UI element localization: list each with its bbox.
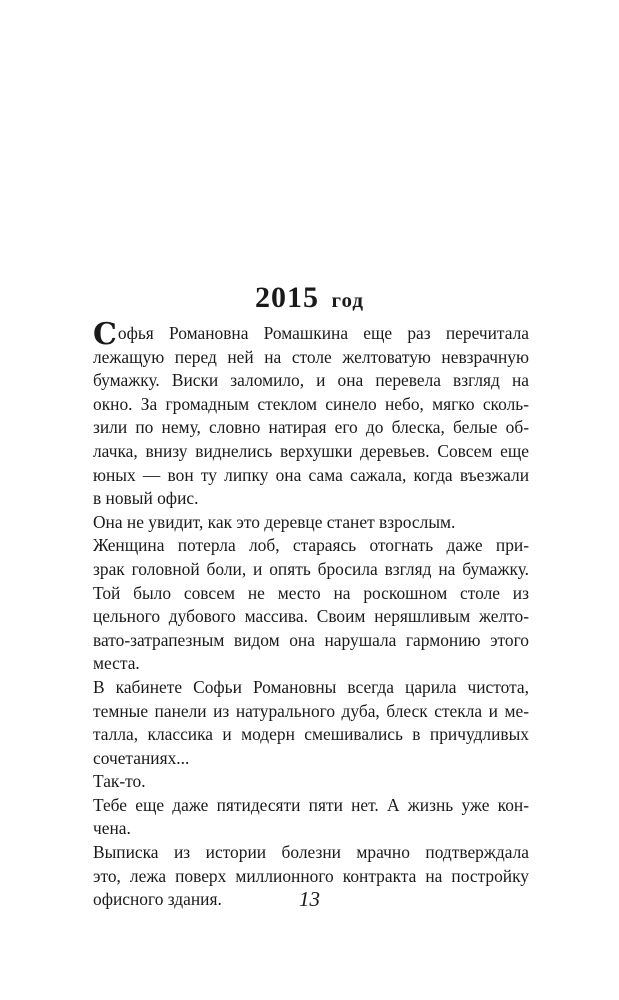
text-line: бумажку. Виски заломило, и она перевела взгляд на [93, 370, 529, 391]
text-line: Так-то. [93, 771, 146, 792]
paragraph [93, 582, 529, 676]
text-line: Выписка из истории болезни мрачно подтверждала [93, 842, 529, 863]
text-line: лежащую перед ней на столе желтоватую невзрачную [93, 346, 529, 367]
text-line: Софья Романовна Ромашкина еще раз перечитала [93, 317, 529, 352]
text-line: зили по нему, словно натирая его до блеска, белые об- [93, 417, 529, 438]
text-line: офисного здания. [93, 889, 222, 910]
text-line: Той было совсем не место на роскошном столе из [93, 582, 529, 603]
text-line: в новый офис. [93, 488, 199, 509]
text-line: талла, классика и модерн смешивались в причудливых [93, 724, 529, 745]
chapter-title [0, 281, 619, 317]
text-line: темные панели из натурального дуба, блеск стекла и ме- [93, 700, 529, 721]
text-line: В кабинете Софьи Романовны всегда царила чистота, [93, 676, 529, 697]
paragraph [93, 317, 529, 511]
text-line: места. [93, 653, 140, 674]
drop-cap: С [93, 317, 117, 352]
text-line: это, лежа поверх миллионного контракта на постройку [93, 865, 529, 886]
body-text [93, 317, 529, 912]
text-line: сочетаниях... [93, 747, 190, 768]
text-line: Женщина потерла лоб, стараясь отогнать даже при- [93, 535, 529, 556]
text-line: цельного дубового массива. Своим неряшливым желто- [93, 606, 529, 627]
text-line: лачка, внизу виднелись верхушки деревьев. Совсем еще [93, 440, 529, 461]
text-line: окно. За громадным стеклом синело небо, мягко сколь- [93, 393, 529, 414]
text-line: юных — вон ту липку она сама сажала, когда въезжали [93, 464, 529, 485]
chapter-year-word: год [331, 288, 365, 312]
paragraph [93, 794, 529, 841]
text-line: Тебе еще даже пятидесяти пяти нет. А жизнь уже кон- [93, 794, 529, 815]
paragraph [93, 770, 529, 794]
page-number: 13 [299, 887, 320, 911]
paragraph [93, 511, 529, 535]
paragraph [93, 534, 529, 581]
text-line: зрак головной боли, и опять бросила взгляд на бумажку. [93, 558, 529, 579]
paragraph [93, 676, 529, 770]
text-line: чена. [93, 818, 131, 839]
chapter-year: 2015 [254, 281, 319, 314]
text-line: Она не увидит, как это деревце станет взрослым. [93, 511, 456, 532]
text-line: вато-затрапезным видом она нарушала гармонию этого [93, 629, 529, 650]
